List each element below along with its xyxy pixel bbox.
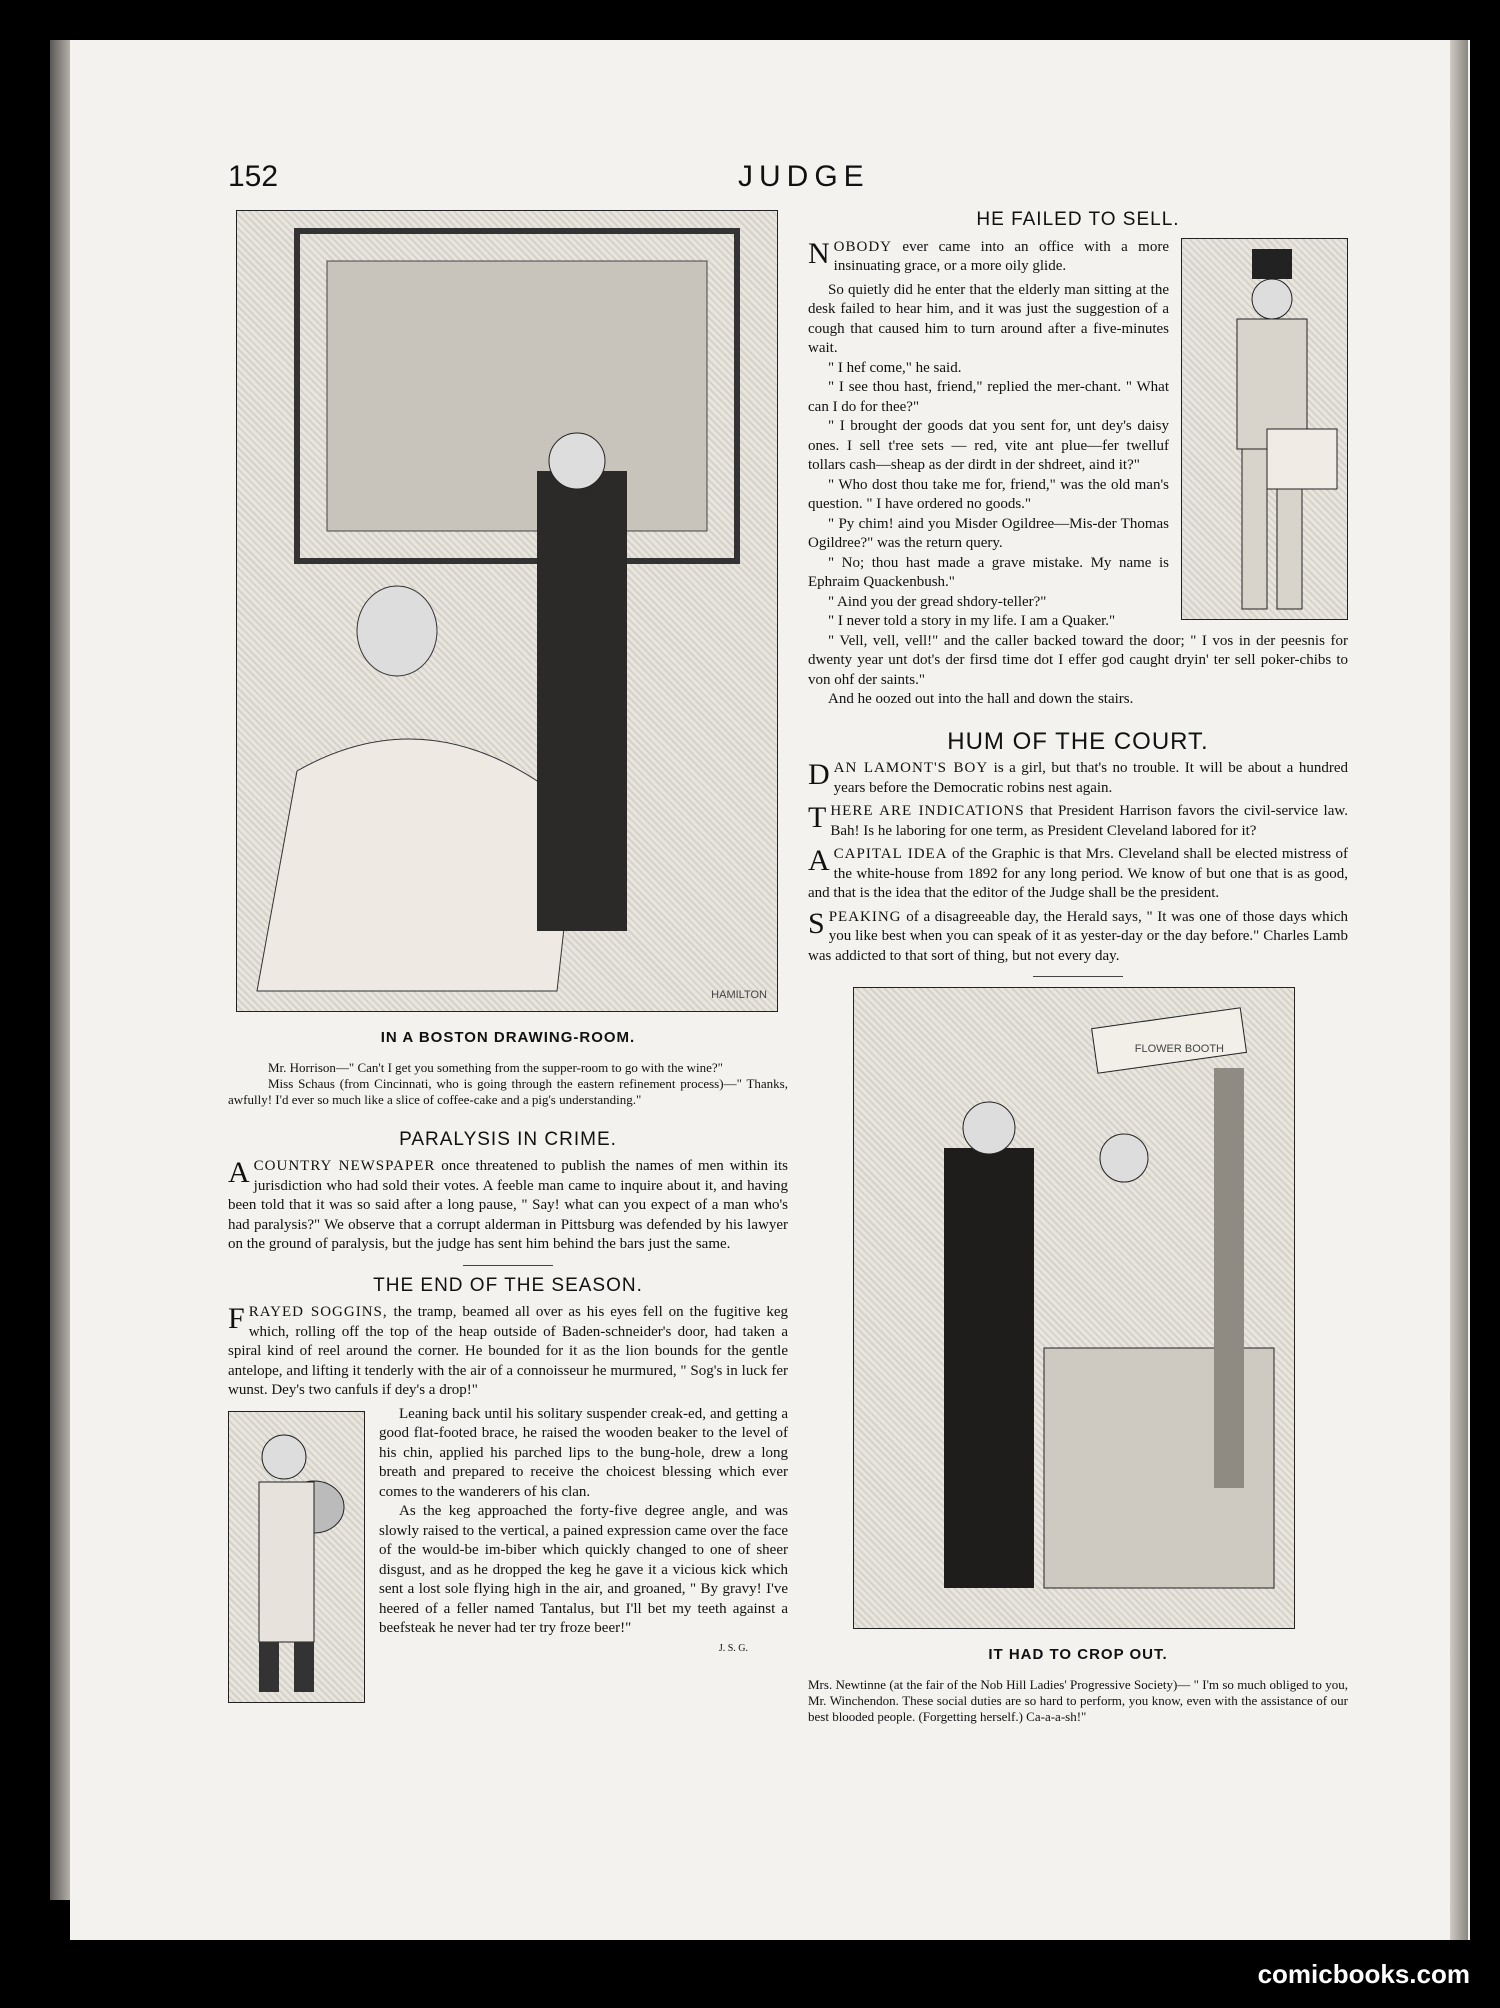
lead-words: COUNTRY NEWSPAPER xyxy=(253,1158,436,1174)
article-paragraph: " I brought der goods dat you sent for, unt dey's daisy ones. I sell t'ree sets — red, vite ant plue—fer twelluf tollars cash—sheap as der dirdt in der shdreet, aind it?" xyxy=(808,418,1169,473)
divider xyxy=(463,1265,553,1266)
page-edge-left xyxy=(50,40,72,1900)
article-paragraph: So quietly did he enter that the elderly man sitting at the desk failed to hear him, and it was just the suggestion of a cough that caused him to turn around after a five-minutes wait. xyxy=(808,281,1169,356)
article-paragraph: " No; thou hast made a grave mistake. My name is Ephraim Quackenbush." xyxy=(808,554,1169,590)
salesman-illustration xyxy=(1181,238,1348,620)
paragraph-text: of the Graphic is that Mrs. Cleveland shall be elected mistress of the white-house from 1892 for any long period. We know of but one that is as good, and that is the idea that the editor of the Judge shall be the president. xyxy=(808,846,1348,901)
article-title: THE END OF THE SEASON. xyxy=(373,1274,643,1296)
caption-text: Mrs. Newtinne (at the fair of the Nob Hill Ladies' Progressive Society)— " I'm so much obliged to you, Mr. Winchendon. These social duties are so hard to perform, you know, even with the assistance of our best blooded people. (Forgetting herself.) Ca-a-a-sh!" xyxy=(808,1676,1348,1724)
tramp-illustration xyxy=(228,1411,365,1703)
lead-words: RAYED SOGGINS, xyxy=(248,1304,388,1320)
lead-words: HERE ARE INDICATIONS xyxy=(830,803,1025,819)
article-title: PARALYSIS IN CRIME. xyxy=(399,1128,617,1150)
site-watermark: comicbooks.com xyxy=(1257,1959,1470,1989)
article-title: HE FAILED TO SELL. xyxy=(976,209,1180,230)
caption-line: Miss Schaus (from Cincinnati, who is going through the eastern refinement process)—" Thanks, awfully! I'd ever so much like a slice of coffee-cake and a pig's understanding." xyxy=(228,1075,788,1107)
drop-cap: F xyxy=(228,1302,245,1335)
lead-words: OBODY xyxy=(833,238,893,255)
magazine-title: JUDGE xyxy=(738,160,870,193)
tramp-sketch xyxy=(229,1412,364,1702)
page-header xyxy=(228,160,1378,200)
illustration-sketch xyxy=(237,211,777,1011)
divider xyxy=(1033,976,1123,977)
article-paragraph: " I hef come," he said. xyxy=(828,359,962,376)
paragraph-text: ever came into an office with a more insinuating grace, or a more oily glide. xyxy=(833,238,1169,274)
booth-sign: FLOWER BOOTH xyxy=(1134,1043,1224,1055)
drop-cap: A xyxy=(808,844,830,877)
boston-drawing-room-illustration xyxy=(236,210,778,1012)
caption-line: Mr. Horrison—" Can't I get you something from the supper-room to go with the wine?" xyxy=(268,1059,723,1075)
flower-booth-illustration xyxy=(853,987,1295,1629)
article-paragraph: " Vell, vell, vell!" and the caller backed toward the door; " I vos in der peesnis for dwenty year unt dot's der firsd time dot I effer god caught dryin' ter sell poker-chibs to von ohf der saints." xyxy=(808,632,1348,688)
court-item xyxy=(808,908,1348,967)
caption-text xyxy=(228,1060,788,1108)
caption-title: IT HAD TO CROP OUT. xyxy=(988,1646,1168,1663)
paragraph-text: once threatened to publish the names of men within its jurisdiction who had sold their votes. A feeble man came to inquire about it, and having been told that it was so said after a long pause, " Say! what can you expect of a man who's had paralysis?" We observe that a corrupt alderman in Pittsburg was defended by his lawyer on the ground of paralysis, but the judge has sent him behind the bars just the same. xyxy=(228,1158,789,1252)
page-edge-right xyxy=(1450,40,1468,1940)
paragraph-text: that President Harrison favors the civil-service law. Bah! Is he laboring for one term, as President Cleveland labored for it? xyxy=(830,803,1348,839)
article-paragraph: Leaning back until his solitary suspender creak-ed, and getting a good flat-footed brace, he raised the wooden beaker to the level of his chin, applied his parched lips to the bung-hole, drew a long breath and prepared to receive the choicest blessing which ever comes to the wanderers of his clan. xyxy=(379,1405,788,1500)
drop-cap: T xyxy=(808,801,827,834)
illustrator-signature: HAMILTON xyxy=(711,988,767,1001)
paragraph-text: of a disagreeable day, the Herald says, " It was one of those days which you like best when you can speak of it as yester-day or the day before." Charles Lamb was addicted to that sort of thing, but not every day. xyxy=(808,908,1348,964)
left-column xyxy=(228,210,788,1707)
paragraph-text: the tramp, beamed all over as his eyes fell on the fugitive keg which, rolling off the top of the heap outside of Baden-schneider's door, had taken a spiral kind of reel around the corner. He bounded for it as the lion bounds for the gentle antelope, and lifting it tenderly with the air of a connoisseur he murmured, " Sog's in luck fer wunst. Dey's two canfuls if dey's a drop!" xyxy=(228,1304,788,1398)
paragraph-text: is a girl, but that's no trouble. It will be about a hundred years before the Democratic robins nest again. xyxy=(833,760,1348,796)
lead-words: CAPITAL IDEA xyxy=(833,846,948,862)
article-paragraph: As the keg approached the forty-five degree angle, and was slowly raised to the vertical, a pained expression came over the face of the would-be im-biber which quickly changed to one of sheer disgust, and as he dropped the keg he gave it a vicious kick which sent a lost sole flying high in the air, and groaned, " By gravy! I've heered of a feller named Tantalus, but I'll bet my teeth against a beefsteak he never had ter try froze beer!" xyxy=(379,1503,788,1636)
court-item xyxy=(808,802,1348,841)
article-paragraph xyxy=(228,1303,788,1401)
article-paragraph: " Who dost thou take me for, friend," was the old man's question. " I have ordered no goods." xyxy=(808,476,1169,512)
article-paragraph: And he oozed out into the hall and down the stairs. xyxy=(828,691,1134,707)
article-paragraph: " I see thou hast, friend," replied the mer-chant. " What can I do for thee?" xyxy=(808,379,1169,415)
article-paragraph: " Py chim! aind you Misder Ogildree—Mis-der Thomas Ogildree?" was the return query. xyxy=(808,515,1169,551)
article-paragraph xyxy=(228,1157,788,1255)
court-item xyxy=(808,759,1348,798)
flower-booth-sketch xyxy=(854,988,1294,1628)
drop-cap: S xyxy=(808,906,825,940)
page-number: 152 xyxy=(228,160,279,193)
lead-words: PEAKING xyxy=(828,908,902,925)
right-column xyxy=(808,210,1348,1725)
lead-words: AN LAMONT'S BOY xyxy=(833,760,989,776)
article-paragraph: " I never told a story in my life. I am a Quaker." xyxy=(828,613,1116,629)
drop-cap: N xyxy=(808,236,830,270)
drop-cap: D xyxy=(808,758,830,791)
article-paragraph: " Aind you der gread shdory-teller?" xyxy=(828,593,1047,610)
salesman-sketch xyxy=(1182,239,1347,619)
court-item xyxy=(808,845,1348,904)
drop-cap: A xyxy=(228,1156,250,1189)
article-title: HUM OF THE COURT. xyxy=(947,727,1209,755)
caption-title: IN A BOSTON DRAWING-ROOM. xyxy=(380,1029,636,1046)
author-initials: J. S. G. xyxy=(718,1642,748,1654)
